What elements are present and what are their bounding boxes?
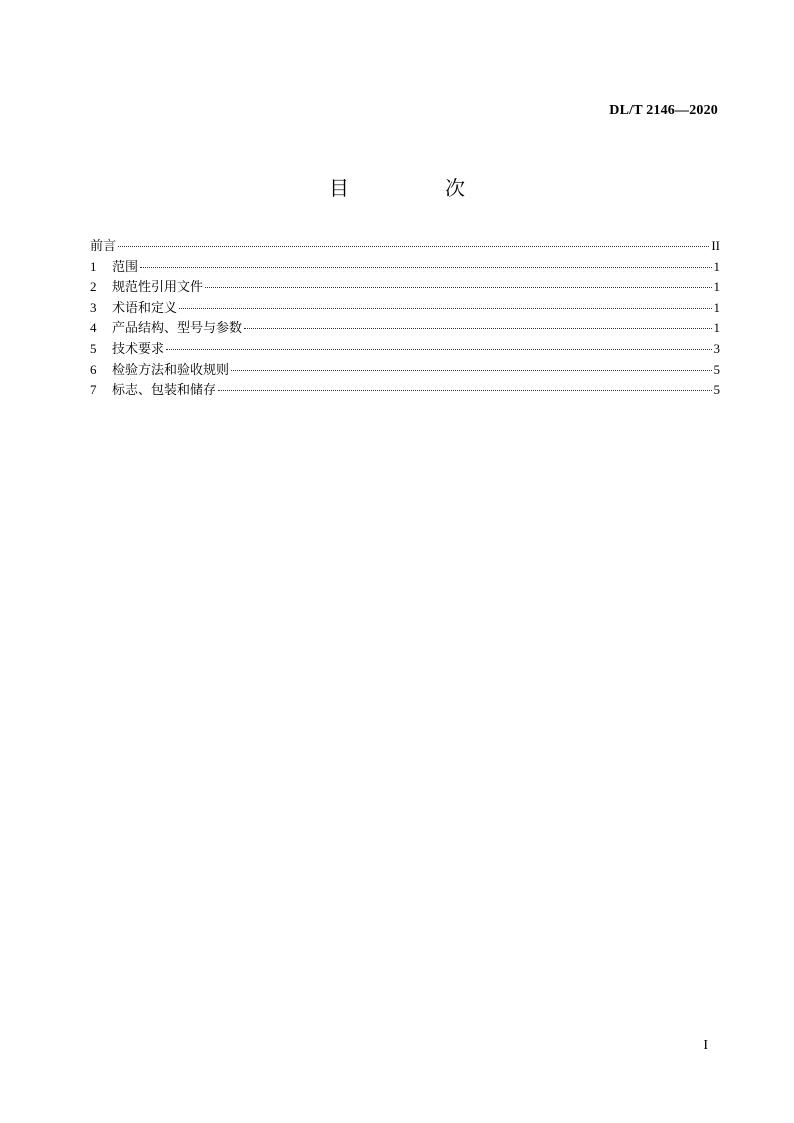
toc-entry-technical-requirements[interactable]: [90, 339, 720, 360]
toc-entry-label: 范围: [112, 259, 139, 275]
toc-leader-dots: [118, 246, 709, 247]
toc-leader-dots: [205, 287, 711, 288]
toc-entry-page: II: [711, 238, 720, 253]
toc-leader-dots: [244, 328, 711, 329]
toc-entry-page: 1: [713, 299, 720, 315]
toc-leader-dots: [140, 267, 711, 268]
toc-entry-page: 3: [713, 340, 720, 356]
toc-entry-page: 1: [713, 279, 720, 295]
toc-entry-label: 检验方法和验收规则: [112, 362, 230, 378]
toc-entry-label: 前言: [90, 239, 117, 254]
toc-entry-page: 5: [713, 361, 720, 377]
toc-leader-dots: [179, 308, 711, 309]
toc-entry-number: 6: [90, 361, 97, 377]
toc-entry-number: 4: [90, 320, 97, 336]
toc-entry-number: 1: [90, 258, 97, 274]
standard-code: DL/T 2146—2020: [609, 103, 718, 118]
toc-entry-normative-references[interactable]: [90, 277, 720, 298]
toc-entry-number: 7: [90, 382, 97, 398]
toc-entry-page: 5: [713, 382, 720, 398]
table-of-contents: [90, 236, 720, 401]
page-number: I: [703, 1038, 708, 1053]
toc-entry-scope[interactable]: [90, 257, 720, 278]
toc-entry-marking-packaging[interactable]: [90, 380, 720, 401]
toc-entry-product-structure[interactable]: [90, 318, 720, 339]
toc-entry-terms-definitions[interactable]: [90, 298, 720, 319]
toc-entry-number: 5: [90, 340, 97, 356]
toc-entry-number: 3: [90, 299, 97, 315]
toc-entry-inspection-methods[interactable]: [90, 360, 720, 381]
toc-leader-dots: [166, 349, 711, 350]
page-title: 目 次: [329, 176, 503, 200]
toc-leader-dots: [218, 390, 711, 391]
toc-entry-label: 规范性引用文件: [112, 280, 204, 296]
toc-entry-label: 技术要求: [112, 341, 165, 357]
toc-entry-number: 2: [90, 279, 97, 295]
toc-entry-label: 标志、包装和储存: [112, 383, 217, 399]
toc-entry-label: 术语和定义: [112, 300, 178, 316]
toc-leader-dots: [231, 370, 711, 371]
toc-entry-page: 1: [713, 258, 720, 274]
toc-entry-foreword[interactable]: [90, 236, 720, 257]
toc-entry-label: 产品结构、型号与参数: [112, 321, 243, 337]
toc-entry-page: 1: [713, 320, 720, 336]
